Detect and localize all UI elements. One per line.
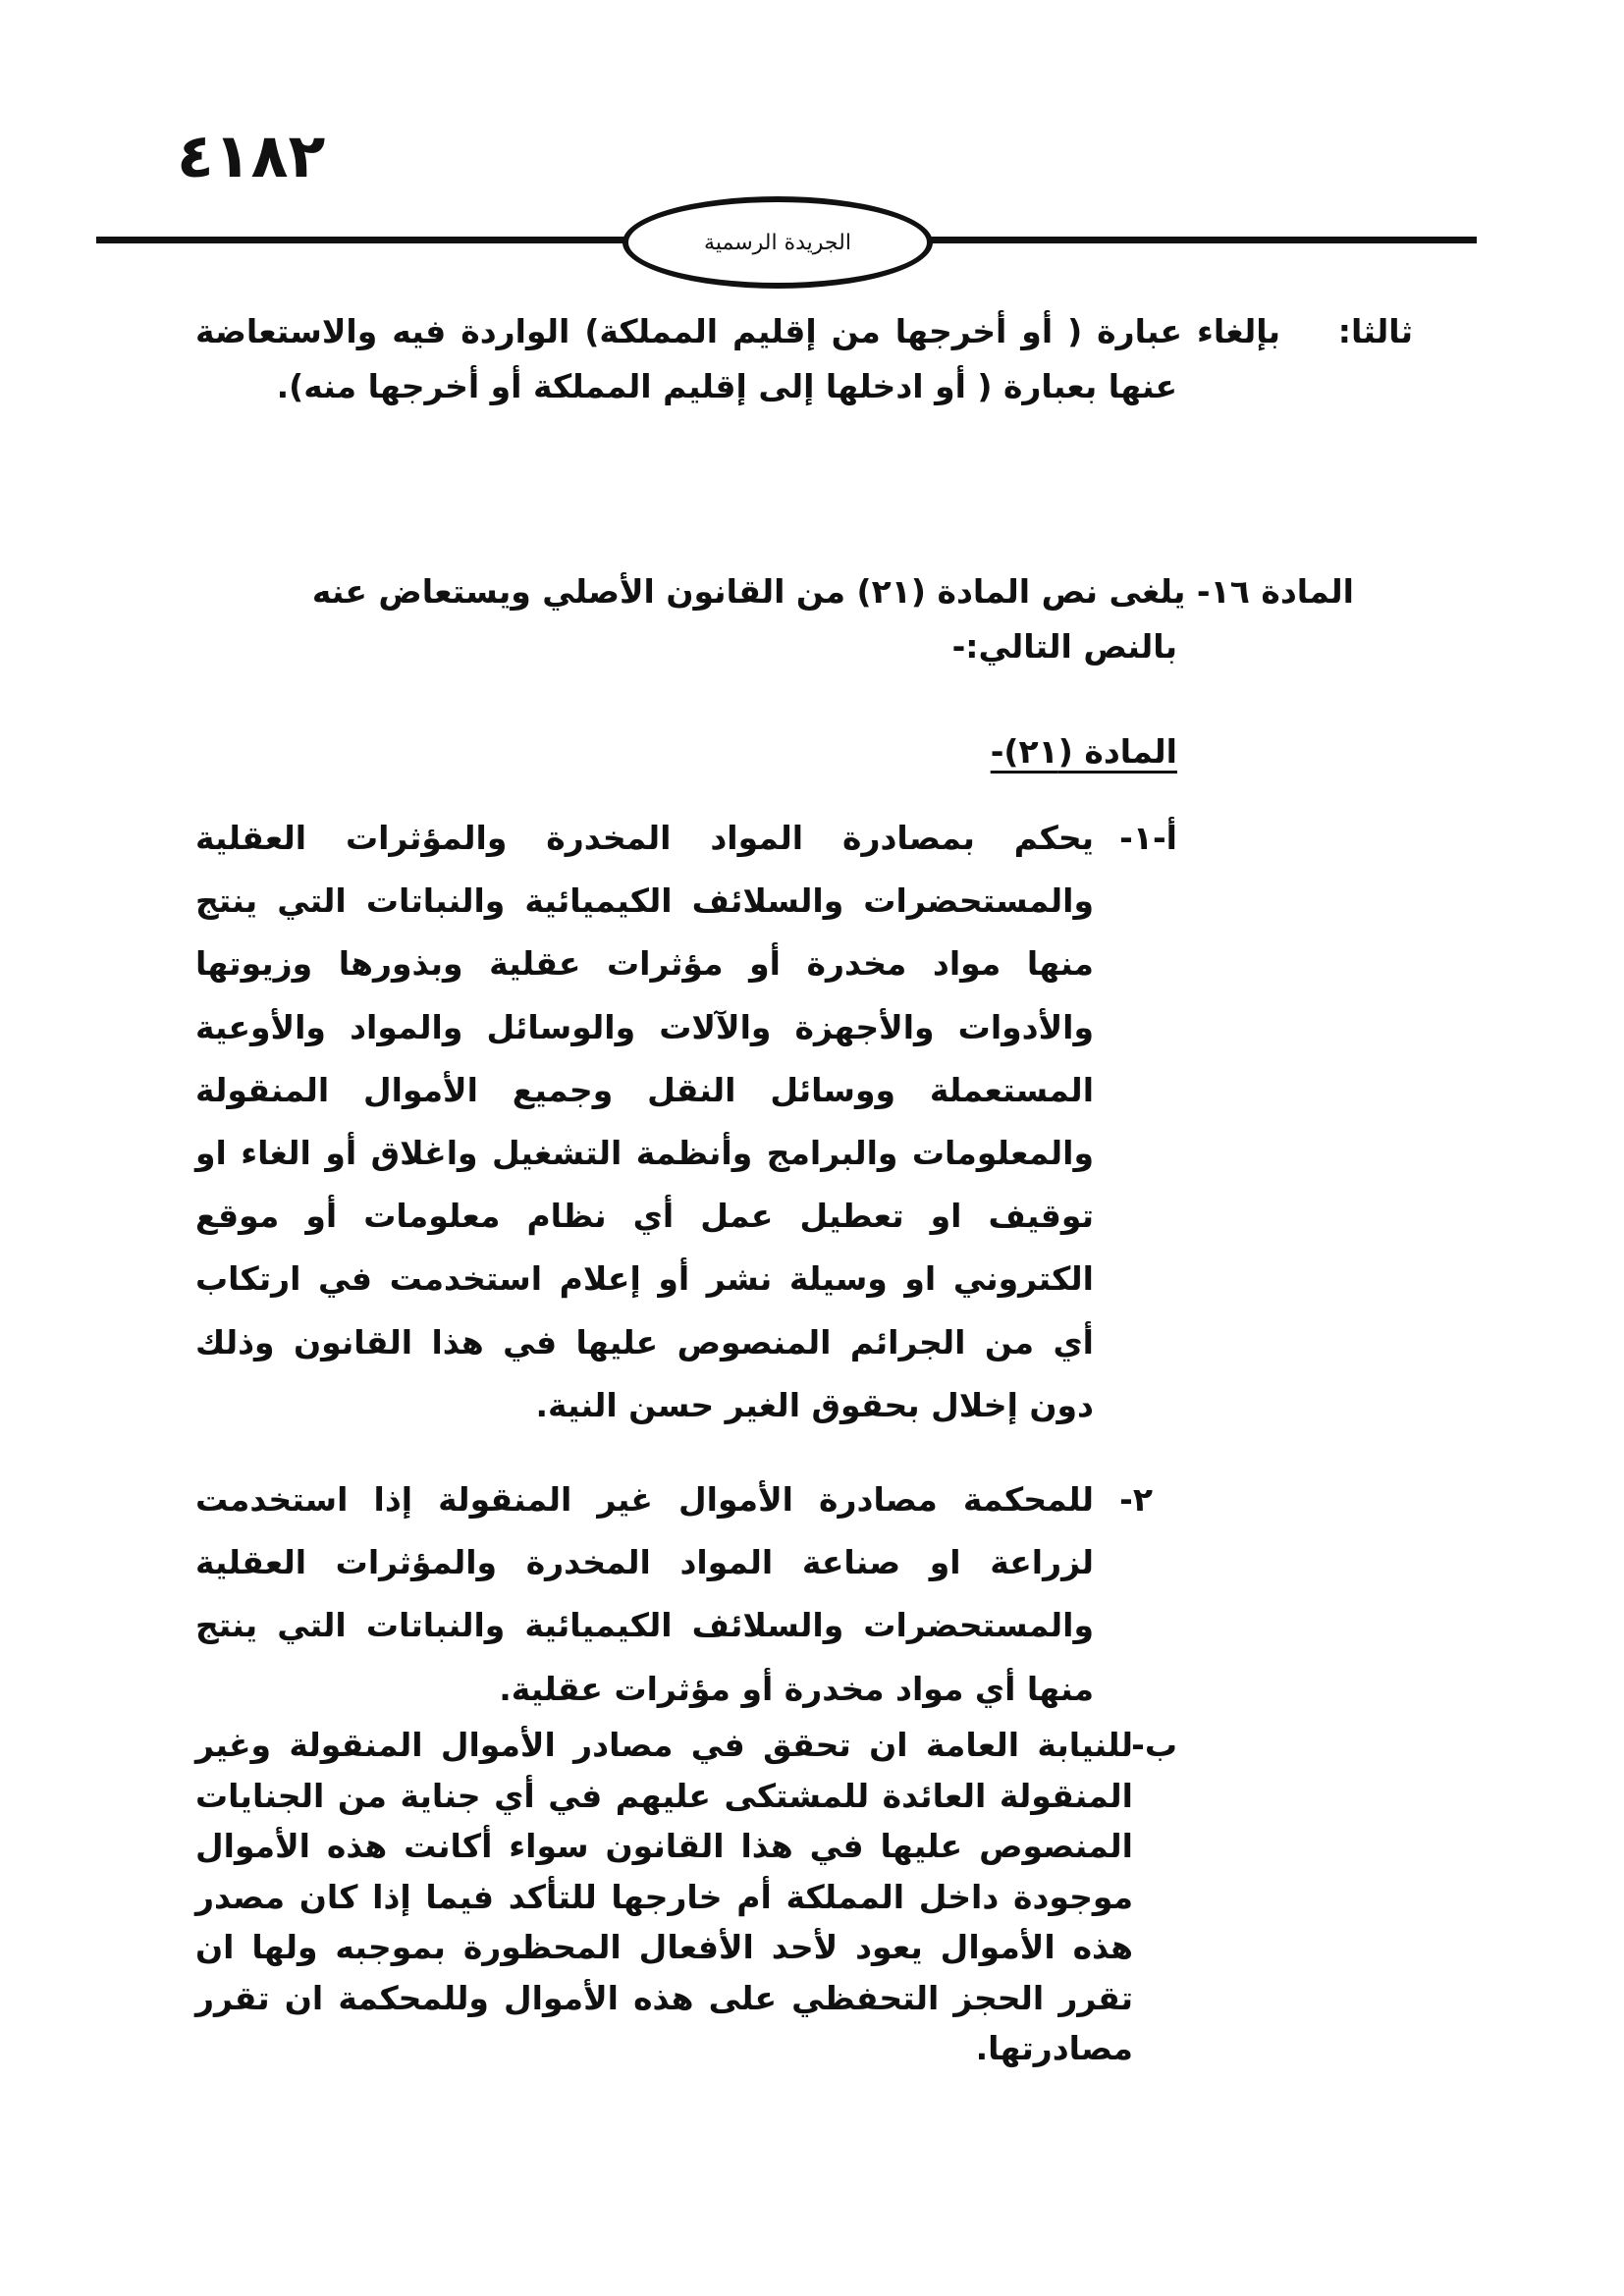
paragraph-third-text: بإلغاء عبارة ( أو أخرجها من إقليم المملكة) الواردة فيه والاستعاضة عنها بعبارة ( أو ادخلها إلى إقليم المملكة أو أخرجها منه). xyxy=(195,312,1281,405)
item-a2-text: للمحكمة مصادرة الأموال غير المنقولة إذا استخدمت لزراعة او صناعة المواد المخدرة والمؤثرات العقلية والمستحضرات والسلائف الكيميائية والنباتات التي ينتج منها أي مواد مخدرة أو مؤثرات عقلية. xyxy=(195,1480,1094,1708)
header-rule-left xyxy=(96,237,631,243)
article-16-label: المادة ١٦- xyxy=(1196,572,1354,611)
article-21-heading: المادة (٢١)- xyxy=(990,732,1177,771)
item-b-marker: ب- xyxy=(1131,1726,1177,1764)
item-a2-marker: ٢- xyxy=(1119,1480,1153,1519)
header-rule-right xyxy=(925,237,1477,243)
article-16-text: يلغى نص المادة (٢١) من القانون الأصلي ويستعاض عنه xyxy=(311,572,1186,611)
item-a1-marker: أ-١- xyxy=(1119,819,1177,857)
page-number: ٤١٨٢ xyxy=(177,120,326,191)
item-b-text: للنيابة العامة ان تحقق في مصادر الأموال المنقولة وغير المنقولة العائدة للمشتكى عليهم في أي جناية من الجنايات المنصوص عليها في هذا القانون سواء أكانت هذه الأموال موجودة داخل المملكة أم خارجها للتأكد فيما إذا كان مصدر هذه الأموال يعود لأحد الأفعال المحظورة بموجبه ولها ان تقرر الحجز التحفظي على هذه الأموال وللمحكمة ان تقرر مصادرتها. xyxy=(195,1726,1133,2067)
article-16-paragraph xyxy=(192,564,1354,674)
item-a1-text: يحكم بمصادرة المواد المخدرة والمؤثرات العقلية والمستحضرات والسلائف الكيميائية والنباتات التي ينتج منها مواد مخدرة أو مؤثرات عقلية وبذورها وزيوتها والأدوات والأجهزة والآلات والوسائل والمواد والأوعية المستعملة ووسائل النقل وجميع الأموال المنقولة والمعلومات والبرامج وأنظمة التشغيل واغلاق أو الغاء او توقيف او تعطيل عمل أي نظام معلومات أو موقع الكتروني او وسيلة نشر أو إعلام استخدمت في ارتكاب أي من الجرائم المنصوص عليها في هذا القانون وذلك دون إخلال بحقوق الغير حسن النية. xyxy=(195,819,1094,1424)
paragraph-third: ثالثا: بإلغاء عبارة ( أو أخرجها من إقليم المملكة) الواردة فيه والاستعاضة عنها بعبارة ( أو ادخلها إلى إقليم المملكة أو أخرجها منه). xyxy=(195,312,1413,405)
gazette-header-oval xyxy=(623,196,933,289)
gazette-title: الجريدة الرسمية xyxy=(704,230,851,255)
article-16-continuation: بالنص التالي:- xyxy=(951,627,1177,666)
